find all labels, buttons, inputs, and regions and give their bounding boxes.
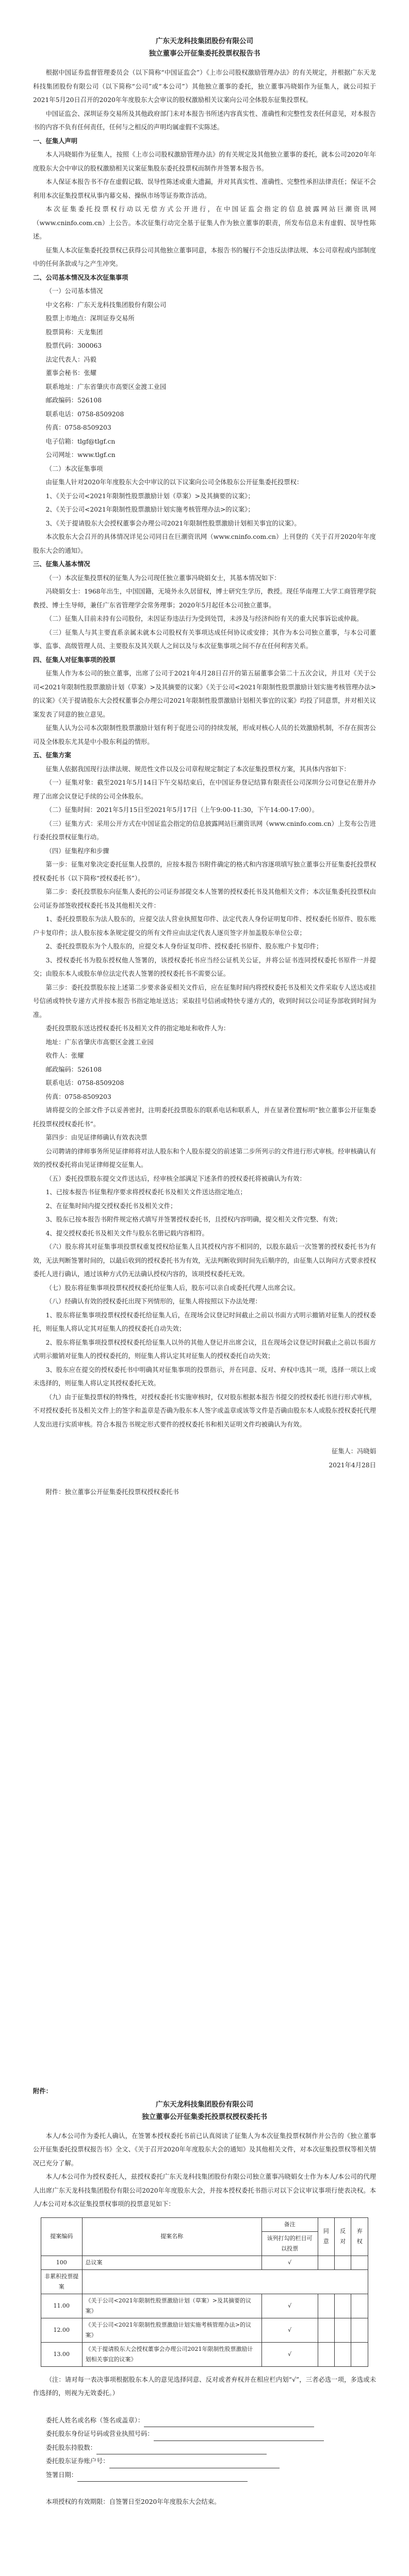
table-cell: 总议案 [82,2256,261,2269]
form-field[interactable] [33,2427,376,2441]
company-info-line: 联系电话：0758-8509208 [45,410,124,418]
form-field-label: 委托人姓名或名称（签名或盖章）： [45,2416,144,2424]
table-cell [82,2269,368,2294]
proposal-item: 2、《关于公司<2021年限制性股票激励计划实施考核管理办法>的议案》； [45,506,254,513]
subsection-heading: （一）公司基本情况 [45,287,103,295]
vote-cell[interactable] [335,2294,351,2318]
paragraph: 本次股东大会召开的具体情况详见公司同日在巨潮资讯网（www.cninfo.com.cn）上刊登的《关于召开2020年年度股东大会的通知》。 [33,533,376,554]
company-info-line: 股票代码：300063 [45,342,102,349]
vote-cell[interactable] [335,2256,351,2269]
section-heading: 一、征集人声明 [33,137,78,145]
paragraph: 冯晓娟女士：1968年出生，中国国籍，无境外永久居留权，博士研究生学历，教授。现任华南理工大学工商管理学院教授、博士生导师，兼任广东省管理学会常务理事；2020年5月起任本公司独立董事。 [33,588,376,609]
form-field[interactable] [33,2468,376,2482]
table-cell: √ [261,2256,318,2269]
vote-cell[interactable] [351,2342,368,2366]
vote-cell[interactable] [318,2294,334,2318]
table-header-cell: 提案名称 [82,2217,261,2256]
paragraph: 征集人认为公司本次限制性股票激励计划有利于促进公司的持续发展，形成对核心人员的长效激励机制，不存在损害公司及全体股东尤其是中小股东利益的情形。 [33,724,376,745]
table-header-cell: 反对 [335,2217,351,2256]
paragraph: 委托投票股东送达授权委托书及相关文件的指定地址和收件人为： [45,1025,230,1032]
paragraph: 1、委托投票股东为法人股东的，应提交法人营业执照复印件、法定代表人身份证明复印件、授权委托书原件、股东账户卡复印件；法人股东按本条规定提交的所有文件应由法定代表人逐页签字并加盖股东单位公章； [33,916,376,937]
table-header-row [41,2217,368,2231]
fill-line[interactable] [154,2431,324,2441]
contact-line: 邮政编码：526108 [45,1065,102,1073]
section-heading: 四、征集人对征集事项的投票 [33,655,116,664]
company-info-line: 联系地址：广东省肇庆市高要区金渡工业园 [45,383,167,391]
paragraph: （二）征集时间：2021年5月15日至2021年5月17日（上午9:00-11:30，下午14:00-17:00）。 [45,806,319,814]
intro-paragraph: 中国证监会、深圳证券交易所及其他政府部门未对本报告书所述内容真实性、准确性和完整性发表任何意见，对本报告书的内容不负有任何责任，任何与之相反的声明均属虚假不实陈述。 [33,110,376,131]
form-field[interactable] [33,2414,376,2428]
form-field-label: 委托股东证券账户号： [45,2458,109,2465]
company-info-line: 法定代表人：冯毅 [45,355,96,363]
contact-line: 收件人：张耀 [45,1052,84,1059]
company-info-line: 公司网址：www.tlgf.cn [45,451,116,459]
form-field[interactable] [33,2454,376,2468]
company-info-line: 传真：0758-8509203 [45,424,111,431]
company-info-line: 中文名称：广东天龙科技集团股份有限公司 [45,301,167,309]
table-cell: 13.00 [41,2342,83,2366]
company-title: 广东天龙科技集团股份有限公司 [156,37,253,45]
paragraph: 征集人本次征集委托投票权已获得公司其他独立董事同意，本报告书的履行不会违反法律法规、本公司章程或内部制度中的任何条款或与之产生冲突。 [33,246,376,267]
fill-line[interactable] [96,2445,267,2454]
paragraph: 1、股东将征集事项投票权授权委托给征集人后，在现场会议登记时间截止之前以书面方式明示撤销对征集人的授权委托，则征集人将认定其对征集人的授权委托自动失效； [33,1311,376,1332]
section-heading: 五、征集方案 [33,751,71,759]
contact-line: 地址：广东省肇庆市高要区金渡工业园 [45,1038,154,1046]
table-cell: 12.00 [41,2318,83,2342]
paragraph: （三）征集人与其主要直系亲属未就本公司股权有关事项达成任何协议或安排；其作为本公司独立董事，与本公司董事、监事、高级管理人员、主要股东及其关联人之间以及与本次征集事项之间不存在任何利害关系。 [33,629,376,650]
proposal-item: 1、《关于公司<2021年限制性股票激励计划（草案）>及其摘要的议案》； [45,492,254,500]
paragraph: （六）股东将其对征集事项投票权重复授权给征集人且其授权内容不相同的，以股东最后一次签署的授权委托书为有效，无法判断签署时间的，以最后收到的授权委托书为有效，无法判断收到时间先后顺序的，由征集人以询问方式要求授权委托人进行确认，通过该种方式仍无法确认授权内容的，该项授权委托无效。 [33,1243,376,1278]
paragraph: 公司聘请的律师事务所见证律师将对法人股东和个人股东提交的前述第二步所列示的文件进行形式审核。经审核确认有效的授权委托将由见证律师提交征集人。 [33,1147,376,1168]
paragraph: （四）征集程序和步骤 [45,847,109,855]
paragraph: （三）征集方式：采用公开方式在中国证监会指定的信息披露网站巨潮资讯网（www.cninfo.com.cn）上发布公告进行委托投票权征集行动。 [33,820,376,841]
report-title: 独立董事公开征集委托投票权报告书 [149,49,260,58]
paragraph: 3、授权委托书为股东授权他人签署的，该授权委托书应当经公证机关公证，并将公证书连同授权委托书原件一并提交；由股东本人或股东单位法定代表人签署的授权委托书不需要公证。 [33,956,376,977]
paragraph: 4、提交授权委托书及相关文件与股东名册记载内容相符。 [45,1229,208,1237]
proposal-item: 3、《关于提请股东大会授权董事会办理公司2021年限制性股票激励计划相关事宜的议案》。 [45,519,301,527]
contact-line: 联系电话：0758-8509208 [45,1079,124,1087]
paragraph: 本人保证本报告书不存在虚假记载、误导性陈述或重大遗漏，并对其真实性、准确性、完整性承担法律责任；保证不会利用本次征集投票权从事内幕交易、操纵市场等证券欺诈活动。 [33,178,376,199]
paragraph: 第三步：委托投票股东按上述第二步要求备妥相关文件后，应在征集时间内将授权委托书及相关文件采取专人送达或挂号信函或特快专递方式并按本报告书指定地址送达；采取挂号信函或特快专递方式的，收到时间以公司证券部收到时间为准。 [33,984,376,1019]
vote-cell[interactable] [335,2342,351,2366]
vote-cell[interactable] [351,2256,368,2269]
table-row [41,2269,368,2294]
fill-line[interactable] [77,2472,248,2482]
paragraph: 第四步：由见证律师确认有效表决票 [45,1134,148,1141]
fill-line[interactable] [109,2459,280,2468]
company-info-line: 董事会秘书：张耀 [45,369,96,377]
paragraph: （五）委托投票股东提交文件送达后，经审核全部满足下述条件的授权委托将被确认为有效： [45,1175,306,1182]
voting-table [41,2217,368,2367]
form-field-label: 委托股东身份证号码或营业执照号码： [45,2430,154,2437]
vote-cell[interactable] [318,2342,334,2366]
paragraph: 2、股东将征集事项投票权授权委托给征集人以外的其他人登记并出席会议，且在现场会议登记时间截止之前以书面方式明示撤销对征集人的授权委托的，则征集人将认定其对征集人的授权委托自动失效； [33,1338,376,1360]
table-cell: 非累积投票提案 [41,2269,83,2294]
table-row [41,2256,368,2269]
paragraph: 第一步：征集对象决定委托征集人投票的，应按本报告书附件确定的格式和内容逐项填写独立董事公开征集委托投票权授权委托书（以下简称“授权委托书”）。 [33,861,376,882]
attachment-label: 附件： [33,2087,52,2095]
validity-note: 本项授权的有效期限：自签署日至2020年年度股东大会结束。 [45,2498,221,2505]
paragraph: 2、在征集时间内提交授权委托书及相关文件； [45,1202,177,1210]
table-cell: 《关于公司<2021年限制性股票激励计划实施考核管理办法>的议案》 [82,2318,261,2342]
table-cell: √ [261,2342,318,2366]
attachment-body [33,2084,376,2509]
fill-line[interactable] [144,2417,314,2427]
company-info-line: 邮政编码：526108 [45,397,102,404]
paragraph: 由征集人针对2020年年度股东大会中审议的以下议案向公司全体股东公开征集委托投票权： [45,479,303,486]
table-row [41,2318,368,2342]
table-row [41,2294,368,2318]
paragraph: 征集人依据我国现行法律法规、规范性文件以及公司章程规定制定了本次征集投票权方案，其具体内容如下： [45,765,350,773]
paragraph: 3、股东已按本报告书附件规定格式填写并签署授权委托书，且授权内容明确，提交相关文件完整、有效； [45,1216,342,1223]
vote-cell[interactable] [318,2318,334,2342]
table-cell: 11.00 [41,2294,83,2318]
paragraph: 请将提交的全部文件予以妥善密封，注明委托投票股东的联系电话和联系人，并在显著位置标明“独立董事公开征集委托投票权授权委托书”。 [33,1107,376,1128]
form-field[interactable] [33,2441,376,2455]
document-page-2 [0,2054,409,2576]
table-cell: 《关于公司<2021年限制性股票激励计划（草案）>及其摘要的议案》 [82,2294,261,2318]
paragraph: （二）征集人目前未持有公司股份，未因证券违法行为受到处罚，未涉及与经济纠纷有关的重大民事诉讼或仲裁。 [45,615,363,622]
table-cell: √ [261,2294,318,2318]
table-cell: 100 [41,2256,83,2269]
sign-date: 2021年4月28日 [329,1461,376,1469]
subsection-heading: （二）本次征集事项 [45,465,103,472]
table-header-cell: 该列打勾的栏目可以投票 [261,2231,318,2256]
table-header-cell: 同意 [318,2217,334,2256]
signer: 征集人：冯晓娟 [331,1448,376,1455]
paragraph: 1、已按本报告书征集程序要求将授权委托书及相关文件送达指定地点； [45,1189,247,1196]
attachment-reference: 附件：独立董事公开征集委托投票权授权委托书 [45,1488,179,1496]
contact-line: 传真：0758-8509203 [45,1093,111,1100]
form-field-label: 签署日期： [45,2471,78,2479]
paragraph: （九）由于征集投票权的特殊性，对授权委托书实施审核时，仅对股东根据本报告书提交的授权委托书进行形式审核，不对授权委托书及相关文件上的签字和盖章是否确为股东本人签字或盖章或该等文件是否确由股东本人或股东授权委托代理人发出进行实质审核。符合本报告书规定形式要件的授权委托书和相关证明文件均被确认为有效。 [33,1393,376,1428]
table-row [41,2342,368,2366]
table-header-cell: 弃权 [351,2217,368,2256]
vote-cell[interactable] [351,2318,368,2342]
paragraph: （七）股东将征集事项投票权授权委托给征集人后，股东可以亲自或委托代理人出席会议。 [45,1284,300,1292]
paragraph: 征集人作为本公司的独立董事，出席了公司于2021年4月28日召开的第五届董事会第二十五次会议，并且对《关于公司<2021年限制性股票激励计划（草案）>及其摘要的议案》《关于公司<2021年限制性股票激励计划实施考核管理办法>的议案》《关于提请股东大会授权董事会办理公司2021年限制性股票激励计划相关事宜的议案》均投了同意票，并对相关议案发表了同意的独立意见。 [33,670,376,718]
paragraph: 3、股东应在提交的授权委托书中明确其对征集事项的投票指示，并在同意、反对、弃权中选其一项，选择一项以上或未选择的，则征集人将认定其授权委托无效。 [33,1366,376,1387]
company-info-line: 电子信箱：tlgf@tlgf.cn [45,437,116,445]
paragraph: 2、委托投票股东为个人股东的，应提交本人身份证复印件、授权委托书原件、股东账户卡复印件； [45,943,323,950]
company-info-line: 股票简称：天龙集团 [45,328,103,336]
vote-cell[interactable] [335,2318,351,2342]
vote-cell[interactable] [318,2256,334,2269]
attachment-title: 独立董事公开征集委托投票权授权委托书 [142,2112,267,2121]
paragraph: 本次征集委托投票权行动以无偿方式公开进行，在中国证监会指定的信息披露网站巨潮资讯网（www.cninfo.com.cn）上公告。本次征集行动完全基于征集人作为独立董事的职责，所发布信息未有虚假、误导性陈述。 [33,206,376,240]
vote-cell[interactable] [351,2294,368,2318]
attachment-paragraph: 本人/本公司作为授权委托人，兹授权委托广东天龙科技集团股份有限公司独立董事冯晓娟女士作为本人/本公司的代理人出席广东天龙科技集团股份有限公司2020年年度股东大会，并按本授权委托书指示对以下会议审议事项行使表决权。本人/本公司对本次征集投票权事项的投票意见如下： [33,2173,376,2208]
intro-paragraph: 根据中国证券监督管理委员会（以下简称“中国证监会”）《上市公司股权激励管理办法》的有关规定，并根据广东天龙科技集团股份有限公司（以下简称“公司”或“本公司”）其他独立董事的委托，独立董事冯晓娟作为征集人，就公司拟于2021年5月20日召开的2020年年度股东大会审议的股权激励相关议案向公司全体股东征集投票权。 [33,69,376,104]
section-heading: 三、征集人基本情况 [33,560,90,568]
attachment-paragraph: 本人/本公司作为委托人确认，在签署本授权委托书前已认真阅读了征集人为本次征集投票权制作并公告的《独立董事公开征集委托投票权报告书》全文、《关于召开2020年年度股东大会的通知》及其他相关文件，对本次征集投票权等相关情况已充分了解。 [33,2132,376,2167]
report-body [33,35,376,1499]
company-info-line: 股票上市地点：深圳证券交易所 [45,315,135,322]
paragraph: （一）本次征集投票权的征集人为公司现任独立董事冯晓娟女士，其基本情况如下： [45,574,281,582]
paragraph: 第二步：委托投票股东向征集人委托的公司证券部提交本人签署的授权委托书及其他相关文件；本次征集委托投票权由公司证券部签收授权委托书及其他相关文件： [33,888,376,909]
table-header-cell: 提案编码 [41,2217,83,2256]
table-header-cell: 备注 [261,2217,318,2231]
paragraph: （一）征集对象：截至2021年5月14日下午交易结束后，在中国证券登记结算有限责任公司深圳分公司登记在册并办理了出席会议登记手续的公司全体股东。 [33,779,376,800]
table-cell: √ [261,2318,318,2342]
form-field-label: 委托股东持股数： [45,2444,96,2451]
instruction-note: （注：请对每一表决事项根据股东本人的意见选择同意、反对或者弃权并在相应栏内划“√”，三者必选一项，多选或未作选择的，则视为无效委托。） [33,2376,376,2397]
table-cell: 《关于提请股东大会授权董事会办理公司2021年限制性股票激励计划相关事宜的议案》 [82,2342,261,2366]
section-heading: 二、公司基本情况及本次征集事项 [33,273,128,281]
attachment-company-title: 广东天龙科技集团股份有限公司 [156,2100,253,2109]
paragraph: 本人冯晓娟作为征集人，按照《上市公司股权激励管理办法》的有关规定及其他独立董事的委托，就本公司2020年年度股东大会中审议的股权激励相关议案征集股东委托投票权而制作并签署本报告书。 [33,151,376,172]
paragraph: （八）经确认有效的授权委托出现下列情形的，征集人将按照以下办法处理： [45,1298,261,1305]
